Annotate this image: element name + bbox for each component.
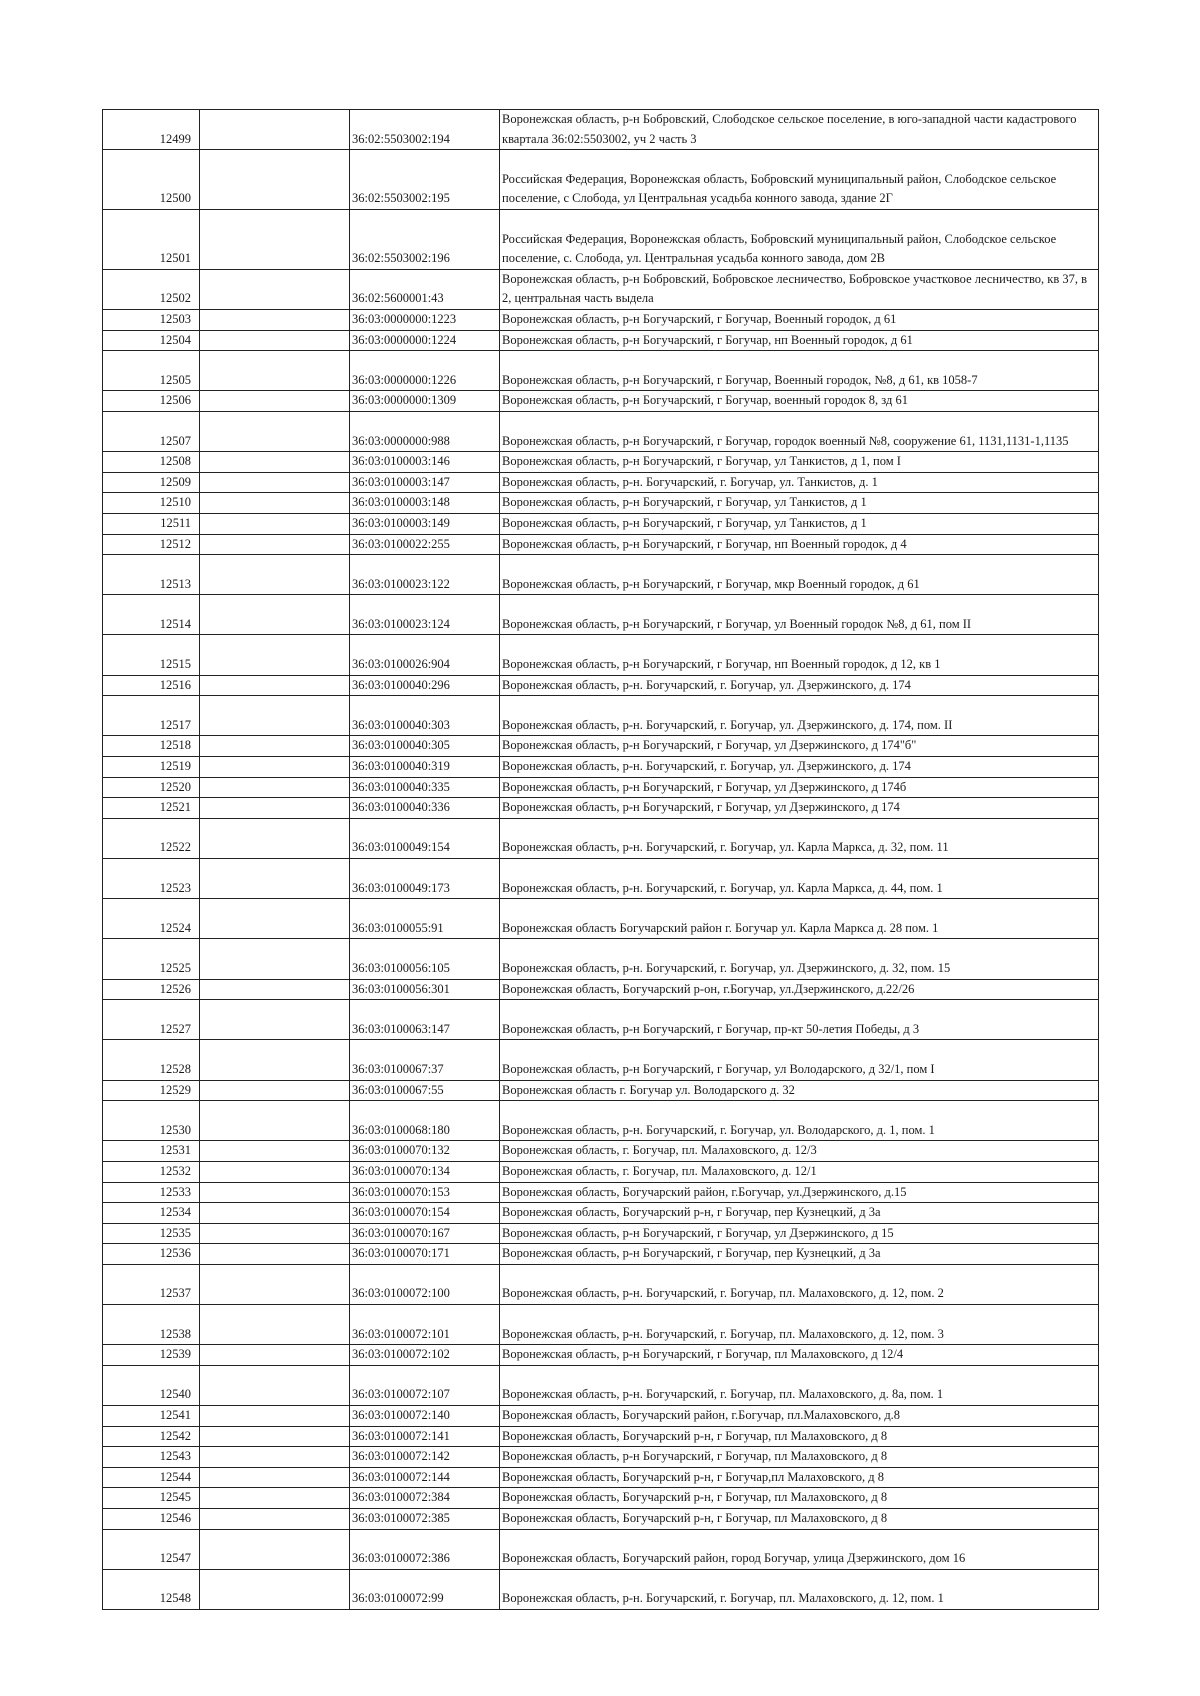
address-cell: Российская Федерация, Воронежская область, Бобровский муниципальный район, Слободское сельское поселение, с. Слобода, ул. Центральная усадьба конного завода, дом 2В <box>500 209 1099 269</box>
empty-cell <box>200 513 350 534</box>
address-cell: Воронежская область, р-н Богучарский, г Богучар, ул Дзержинского, д 174 <box>500 798 1099 819</box>
address-cell: Воронежская область, р-н. Богучарский, г. Богучар, ул. Дзержинского, д. 174 <box>500 757 1099 778</box>
table-row <box>103 736 1099 757</box>
row-number-cell: 12543 <box>103 1447 200 1468</box>
cadastral-number-cell: 36:02:5503002:196 <box>350 209 500 269</box>
cadastral-number-cell: 36:03:0100056:105 <box>350 939 500 979</box>
empty-cell <box>200 411 350 451</box>
cadastral-number-cell: 36:03:0100023:122 <box>350 555 500 595</box>
row-number-cell: 12503 <box>103 309 200 330</box>
row-number-cell: 12509 <box>103 472 200 493</box>
row-number-cell: 12547 <box>103 1529 200 1569</box>
empty-cell <box>200 1467 350 1488</box>
address-cell: Воронежская область, р-н Богучарский, г Богучар, нп Военный городок, д 12, кв 1 <box>500 635 1099 675</box>
cadastral-number-cell: 36:03:0100040:319 <box>350 757 500 778</box>
row-number-cell: 12513 <box>103 555 200 595</box>
cadastral-number-cell: 36:03:0000000:1223 <box>350 309 500 330</box>
address-cell: Воронежская область, г. Богучар, пл. Малаховского, д. 12/1 <box>500 1161 1099 1182</box>
address-cell: Воронежская область, р-н Богучарский, г Богучар, Военный городок, д 61 <box>500 309 1099 330</box>
empty-cell <box>200 1161 350 1182</box>
address-cell: Воронежская область, р-н Богучарский, г Богучар, пр-кт 50-летия Победы, д 3 <box>500 1000 1099 1040</box>
table-row <box>103 757 1099 778</box>
address-cell: Воронежская область, р-н Богучарский, г Богучар, нп Военный городок, д 61 <box>500 330 1099 351</box>
address-cell: Воронежская область, р-н Богучарский, г Богучар, Военный городок, №8, д 61, кв 1058-7 <box>500 351 1099 391</box>
table-row <box>103 513 1099 534</box>
table-row <box>103 1223 1099 1244</box>
address-cell: Воронежская область, р-н. Богучарский, г. Богучар, ул. Володарского, д. 1, пом. 1 <box>500 1101 1099 1141</box>
address-cell: Воронежская область, р-н. Богучарский, г. Богучар, пл. Малаховского, д. 12, пом. 2 <box>500 1264 1099 1304</box>
cadastral-number-cell: 36:03:0100072:386 <box>350 1529 500 1569</box>
empty-cell <box>200 472 350 493</box>
cadastral-number-cell: 36:02:5503002:195 <box>350 150 500 210</box>
empty-cell <box>200 1509 350 1530</box>
empty-cell <box>200 1447 350 1468</box>
cadastral-number-cell: 36:03:0100072:101 <box>350 1305 500 1345</box>
address-cell: Воронежская область, Богучарский р-н, г Богучар, пл Малаховского, д 8 <box>500 1426 1099 1447</box>
cadastral-number-cell: 36:03:0100040:336 <box>350 798 500 819</box>
cadastral-number-cell: 36:03:0100026:904 <box>350 635 500 675</box>
empty-cell <box>200 309 350 330</box>
address-cell: Воронежская область, р-н. Богучарский, г. Богучар, пл. Малаховского, д. 12, пом. 1 <box>500 1569 1099 1609</box>
empty-cell <box>200 1182 350 1203</box>
table-row <box>103 1426 1099 1447</box>
address-cell: Воронежская область, Богучарский район, город Богучар, улица Дзержинского, дом 16 <box>500 1529 1099 1569</box>
cadastral-number-cell: 36:03:0100070:167 <box>350 1223 500 1244</box>
address-cell: Воронежская область, р-н Богучарский, г Богучар, ул Танкистов, д 1, пом I <box>500 452 1099 473</box>
address-cell: Воронежская область, Богучарский р-он, г.Богучар, ул.Дзержинского, д.22/26 <box>500 979 1099 1000</box>
row-number-cell: 12528 <box>103 1040 200 1080</box>
table-row <box>103 1264 1099 1304</box>
row-number-cell: 12545 <box>103 1488 200 1509</box>
address-cell: Воронежская область Богучарский район г. Богучар ул. Карла Маркса д. 28 пом. 1 <box>500 899 1099 939</box>
table-row <box>103 979 1099 1000</box>
table-row <box>103 209 1099 269</box>
address-cell: Воронежская область, Богучарский р-н, г Богучар, пер Кузнецкий, д 3а <box>500 1203 1099 1224</box>
table-row <box>103 1447 1099 1468</box>
row-number-cell: 12540 <box>103 1365 200 1405</box>
table-row <box>103 1305 1099 1345</box>
address-cell: Воронежская область, р-н Бобровский, Слободское сельское поселение, в юго-западной части кадастрового квартала 36:02:5503002, уч 2 часть 3 <box>500 110 1099 150</box>
table-row <box>103 452 1099 473</box>
table-row <box>103 675 1099 696</box>
row-number-cell: 12524 <box>103 899 200 939</box>
address-cell: Воронежская область, Богучарский район, г.Богучар, пл.Малаховского, д.8 <box>500 1406 1099 1427</box>
empty-cell <box>200 493 350 514</box>
cadastral-number-cell: 36:03:0100003:149 <box>350 513 500 534</box>
cadastral-number-cell: 36:03:0100072:99 <box>350 1569 500 1609</box>
address-cell: Российская Федерация, Воронежская область, Бобровский муниципальный район, Слободское сельское поселение, с Слобода, ул Центральная усадьба конного завода, здание 2Г <box>500 150 1099 210</box>
address-cell: Воронежская область, Богучарский район, г.Богучар, ул.Дзержинского, д.15 <box>500 1182 1099 1203</box>
cadastral-number-cell: 36:03:0000000:1226 <box>350 351 500 391</box>
row-number-cell: 12546 <box>103 1509 200 1530</box>
cadastral-number-cell: 36:03:0100055:91 <box>350 899 500 939</box>
row-number-cell: 12527 <box>103 1000 200 1040</box>
row-number-cell: 12526 <box>103 979 200 1000</box>
empty-cell <box>200 534 350 555</box>
row-number-cell: 12539 <box>103 1345 200 1366</box>
table-row <box>103 110 1099 150</box>
row-number-cell: 12533 <box>103 1182 200 1203</box>
address-cell: Воронежская область, р-н. Богучарский, г. Богучар, ул. Карла Маркса, д. 32, пом. 11 <box>500 818 1099 858</box>
address-cell: Воронежская область, р-н. Богучарский, г. Богучар, ул. Дзержинского, д. 174 <box>500 675 1099 696</box>
address-cell: Воронежская область, р-н Богучарский, г Богучар, ул Дзержинского, д 174б <box>500 777 1099 798</box>
address-cell: Воронежская область, р-н Бобровский, Бобровское лесничество, Бобровское участковое лесничество, кв 37, в 2, центральная часть выдела <box>500 269 1099 309</box>
empty-cell <box>200 1000 350 1040</box>
table-row <box>103 534 1099 555</box>
row-number-cell: 12531 <box>103 1141 200 1162</box>
row-number-cell: 12521 <box>103 798 200 819</box>
cadastral-number-cell: 36:03:0100072:142 <box>350 1447 500 1468</box>
cadastral-number-cell: 36:03:0100067:55 <box>350 1080 500 1101</box>
cadastral-number-cell: 36:03:0100040:335 <box>350 777 500 798</box>
empty-cell <box>200 899 350 939</box>
address-cell: Воронежская область, р-н Богучарский, г Богучар, мкр Военный городок, д 61 <box>500 555 1099 595</box>
empty-cell <box>200 777 350 798</box>
address-cell: Воронежская область, г. Богучар, пл. Малаховского, д. 12/3 <box>500 1141 1099 1162</box>
row-number-cell: 12535 <box>103 1223 200 1244</box>
empty-cell <box>200 391 350 412</box>
empty-cell <box>200 1244 350 1265</box>
address-cell: Воронежская область, р-н Богучарский, г Богучар, ул Дзержинского, д 15 <box>500 1223 1099 1244</box>
table-row <box>103 1101 1099 1141</box>
cadastral-number-cell: 36:03:0100040:303 <box>350 696 500 736</box>
empty-cell <box>200 757 350 778</box>
address-cell: Воронежская область, р-н Богучарский, г Богучар, нп Военный городок, д 4 <box>500 534 1099 555</box>
table-row <box>103 150 1099 210</box>
empty-cell <box>200 675 350 696</box>
row-number-cell: 12499 <box>103 110 200 150</box>
row-number-cell: 12518 <box>103 736 200 757</box>
table-row <box>103 351 1099 391</box>
address-cell: Воронежская область, р-н. Богучарский, г. Богучар, пл. Малаховского, д. 8а, пом. 1 <box>500 1365 1099 1405</box>
address-cell: Воронежская область, р-н Богучарский, г Богучар, пл Малаховского, д 12/4 <box>500 1345 1099 1366</box>
address-cell: Воронежская область, р-н. Богучарский, г. Богучар, ул. Дзержинского, д. 32, пом. 15 <box>500 939 1099 979</box>
empty-cell <box>200 736 350 757</box>
row-number-cell: 12510 <box>103 493 200 514</box>
empty-cell <box>200 859 350 899</box>
cadastral-number-cell: 36:03:0100070:154 <box>350 1203 500 1224</box>
empty-cell <box>200 979 350 1000</box>
row-number-cell: 12511 <box>103 513 200 534</box>
row-number-cell: 12530 <box>103 1101 200 1141</box>
empty-cell <box>200 555 350 595</box>
table-row <box>103 777 1099 798</box>
address-cell: Воронежская область, р-н. Богучарский, г. Богучар, ул. Карла Маркса, д. 44, пом. 1 <box>500 859 1099 899</box>
empty-cell <box>200 1345 350 1366</box>
empty-cell <box>200 1305 350 1345</box>
register-body <box>103 110 1099 1610</box>
address-cell: Воронежская область, р-н Богучарский, г Богучар, пл Малаховского, д 8 <box>500 1447 1099 1468</box>
table-row <box>103 1529 1099 1569</box>
table-row <box>103 1141 1099 1162</box>
empty-cell <box>200 452 350 473</box>
address-cell: Воронежская область, р-н Богучарский, г Богучар, ул Танкистов, д 1 <box>500 493 1099 514</box>
empty-cell <box>200 209 350 269</box>
cadastral-number-cell: 36:03:0100049:154 <box>350 818 500 858</box>
table-row <box>103 1000 1099 1040</box>
address-cell: Воронежская область, р-н Богучарский, г Богучар, ул Военный городок №8, д 61, пом II <box>500 595 1099 635</box>
empty-cell <box>200 150 350 210</box>
row-number-cell: 12505 <box>103 351 200 391</box>
row-number-cell: 12534 <box>103 1203 200 1224</box>
row-number-cell: 12514 <box>103 595 200 635</box>
empty-cell <box>200 1080 350 1101</box>
empty-cell <box>200 1141 350 1162</box>
table-row <box>103 1161 1099 1182</box>
row-number-cell: 12501 <box>103 209 200 269</box>
table-row <box>103 330 1099 351</box>
cadastral-number-cell: 36:03:0100023:124 <box>350 595 500 635</box>
cadastral-number-cell: 36:03:0100003:148 <box>350 493 500 514</box>
empty-cell <box>200 939 350 979</box>
address-cell: Воронежская область, р-н Богучарский, г Богучар, ул Володарского, д 32/1, пом I <box>500 1040 1099 1080</box>
table-row <box>103 269 1099 309</box>
empty-cell <box>200 1488 350 1509</box>
cadastral-number-cell: 36:03:0100072:385 <box>350 1509 500 1530</box>
address-cell: Воронежская область, р-н Богучарский, г Богучар, пер Кузнецкий, д 3а <box>500 1244 1099 1265</box>
empty-cell <box>200 1529 350 1569</box>
row-number-cell: 12515 <box>103 635 200 675</box>
row-number-cell: 12516 <box>103 675 200 696</box>
empty-cell <box>200 1203 350 1224</box>
address-cell: Воронежская область, р-н Богучарский, г Богучар, ул Танкистов, д 1 <box>500 513 1099 534</box>
cadastral-number-cell: 36:03:0100056:301 <box>350 979 500 1000</box>
cadastral-number-cell: 36:03:0100072:140 <box>350 1406 500 1427</box>
empty-cell <box>200 1223 350 1244</box>
row-number-cell: 12548 <box>103 1569 200 1609</box>
address-cell: Воронежская область, р-н Богучарский, г Богучар, военный городок 8, зд 61 <box>500 391 1099 412</box>
empty-cell <box>200 798 350 819</box>
empty-cell <box>200 1040 350 1080</box>
address-cell: Воронежская область, Богучарский р-н, г Богучар, пл Малаховского, д 8 <box>500 1509 1099 1530</box>
table-row <box>103 1467 1099 1488</box>
cadastral-number-cell: 36:03:0100063:147 <box>350 1000 500 1040</box>
cadastral-number-cell: 36:03:0100003:147 <box>350 472 500 493</box>
empty-cell <box>200 1365 350 1405</box>
row-number-cell: 12544 <box>103 1467 200 1488</box>
cadastral-number-cell: 36:03:0100070:132 <box>350 1141 500 1162</box>
row-number-cell: 12529 <box>103 1080 200 1101</box>
cadastral-number-cell: 36:03:0100070:134 <box>350 1161 500 1182</box>
cadastral-number-cell: 36:03:0000000:988 <box>350 411 500 451</box>
table-row <box>103 472 1099 493</box>
address-cell: Воронежская область, р-н Богучарский, г Богучар, ул Дзержинского, д 174"б" <box>500 736 1099 757</box>
table-row <box>103 595 1099 635</box>
table-row <box>103 1040 1099 1080</box>
cadastral-number-cell: 36:03:0100040:296 <box>350 675 500 696</box>
table-row <box>103 1488 1099 1509</box>
table-row <box>103 635 1099 675</box>
row-number-cell: 12508 <box>103 452 200 473</box>
empty-cell <box>200 1569 350 1609</box>
table-row <box>103 1509 1099 1530</box>
address-cell: Воронежская область, р-н. Богучарский, г. Богучар, пл. Малаховского, д. 12, пом. 3 <box>500 1305 1099 1345</box>
address-cell: Воронежская область, Богучарский р-н, г Богучар,пл Малаховского, д 8 <box>500 1467 1099 1488</box>
cadastral-number-cell: 36:03:0100070:153 <box>350 1182 500 1203</box>
row-number-cell: 12512 <box>103 534 200 555</box>
row-number-cell: 12532 <box>103 1161 200 1182</box>
cadastral-number-cell: 36:03:0100072:107 <box>350 1365 500 1405</box>
row-number-cell: 12525 <box>103 939 200 979</box>
row-number-cell: 12536 <box>103 1244 200 1265</box>
address-cell: Воронежская область г. Богучар ул. Володарского д. 32 <box>500 1080 1099 1101</box>
table-row <box>103 798 1099 819</box>
row-number-cell: 12517 <box>103 696 200 736</box>
empty-cell <box>200 351 350 391</box>
cadastral-number-cell: 36:03:0100072:144 <box>350 1467 500 1488</box>
cadastral-number-cell: 36:02:5600001:43 <box>350 269 500 309</box>
row-number-cell: 12542 <box>103 1426 200 1447</box>
table-row <box>103 391 1099 412</box>
empty-cell <box>200 1264 350 1304</box>
row-number-cell: 12522 <box>103 818 200 858</box>
row-number-cell: 12541 <box>103 1406 200 1427</box>
cadastral-number-cell: 36:03:0100072:102 <box>350 1345 500 1366</box>
table-row <box>103 859 1099 899</box>
register-table <box>102 109 1099 1610</box>
row-number-cell: 12523 <box>103 859 200 899</box>
table-row <box>103 1365 1099 1405</box>
empty-cell <box>200 818 350 858</box>
cadastral-number-cell: 36:03:0100072:100 <box>350 1264 500 1304</box>
row-number-cell: 12519 <box>103 757 200 778</box>
empty-cell <box>200 1101 350 1141</box>
row-number-cell: 12504 <box>103 330 200 351</box>
row-number-cell: 12506 <box>103 391 200 412</box>
address-cell: Воронежская область, р-н. Богучарский, г. Богучар, ул. Танкистов, д. 1 <box>500 472 1099 493</box>
cadastral-number-cell: 36:02:5503002:194 <box>350 110 500 150</box>
row-number-cell: 12537 <box>103 1264 200 1304</box>
address-cell: Воронежская область, р-н Богучарский, г Богучар, городок военный №8, сооружение 61, 1131,1131-1,1135 <box>500 411 1099 451</box>
cadastral-number-cell: 36:03:0100022:255 <box>350 534 500 555</box>
address-cell: Воронежская область, р-н. Богучарский, г. Богучар, ул. Дзержинского, д. 174, пом. II <box>500 696 1099 736</box>
row-number-cell: 12538 <box>103 1305 200 1345</box>
table-row <box>103 1244 1099 1265</box>
table-row <box>103 555 1099 595</box>
table-row <box>103 1182 1099 1203</box>
cadastral-number-cell: 36:03:0100072:384 <box>350 1488 500 1509</box>
cadastral-number-cell: 36:03:0100003:146 <box>350 452 500 473</box>
empty-cell <box>200 110 350 150</box>
cadastral-number-cell: 36:03:0100068:180 <box>350 1101 500 1141</box>
table-row <box>103 1203 1099 1224</box>
table-row <box>103 1406 1099 1427</box>
empty-cell <box>200 595 350 635</box>
empty-cell <box>200 269 350 309</box>
table-row <box>103 818 1099 858</box>
table-row <box>103 309 1099 330</box>
table-row <box>103 1345 1099 1366</box>
table-row <box>103 411 1099 451</box>
cadastral-number-cell: 36:03:0100072:141 <box>350 1426 500 1447</box>
cadastral-number-cell: 36:03:0100070:171 <box>350 1244 500 1265</box>
table-row <box>103 696 1099 736</box>
address-cell: Воронежская область, Богучарский р-н, г Богучар, пл Малаховского, д 8 <box>500 1488 1099 1509</box>
table-row <box>103 1080 1099 1101</box>
table-row <box>103 1569 1099 1609</box>
empty-cell <box>200 1406 350 1427</box>
empty-cell <box>200 696 350 736</box>
table-row <box>103 939 1099 979</box>
table-row <box>103 493 1099 514</box>
cadastral-number-cell: 36:03:0100067:37 <box>350 1040 500 1080</box>
empty-cell <box>200 635 350 675</box>
row-number-cell: 12500 <box>103 150 200 210</box>
cadastral-number-cell: 36:03:0100049:173 <box>350 859 500 899</box>
row-number-cell: 12502 <box>103 269 200 309</box>
empty-cell <box>200 1426 350 1447</box>
cadastral-number-cell: 36:03:0000000:1309 <box>350 391 500 412</box>
row-number-cell: 12507 <box>103 411 200 451</box>
cadastral-number-cell: 36:03:0100040:305 <box>350 736 500 757</box>
row-number-cell: 12520 <box>103 777 200 798</box>
table-row <box>103 899 1099 939</box>
cadastral-number-cell: 36:03:0000000:1224 <box>350 330 500 351</box>
empty-cell <box>200 330 350 351</box>
